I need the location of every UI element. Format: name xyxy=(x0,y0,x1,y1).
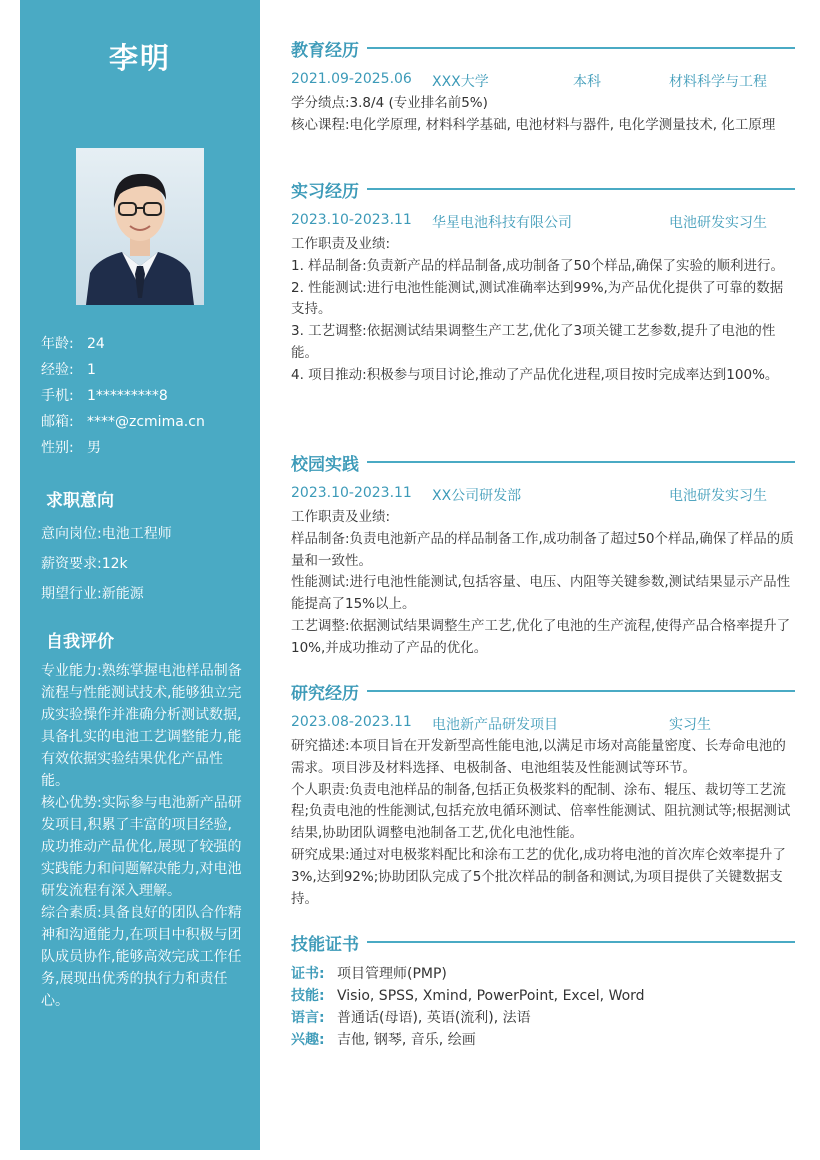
personal-info xyxy=(41,335,251,465)
info-email: 邮箱: ****@zcmima.cn xyxy=(41,414,205,430)
internship-line: 1. 样品制备:负责新产品的样品制备,成功制备了50个样品,确保了实验的顺利进行。 xyxy=(291,257,784,274)
section-divider xyxy=(367,188,795,190)
internship-meta xyxy=(291,212,795,234)
internship-line: 工作职责及业绩: xyxy=(291,236,391,252)
section-campus-header xyxy=(291,450,795,474)
intent-position: 意向岗位:电池工程师 xyxy=(41,526,172,542)
section-internship-header xyxy=(291,177,795,201)
intent-industry: 期望行业:新能源 xyxy=(41,586,144,602)
campus-details xyxy=(291,507,795,660)
internship-org: 华星电池科技有限公司 xyxy=(432,215,572,231)
portrait-image xyxy=(76,148,204,305)
info-gender: 性别: 男 xyxy=(41,440,101,456)
research-details xyxy=(291,736,795,910)
skill-language: 语言: 普通话(母语), 英语(流利), 法语 xyxy=(291,1010,531,1026)
campus-date: 2023.10-2023.11 xyxy=(291,485,412,501)
eval-quality: 综合素质:具备良好的团队合作精神和沟通能力,在项目中积极与团队成员协作,能够高效完成工作任务,展现出优秀的执行力和责任心。 xyxy=(41,905,242,1009)
section-education-header xyxy=(291,36,795,60)
section-research-header xyxy=(291,679,795,703)
education-date: 2021.09-2025.06 xyxy=(291,71,412,87)
candidate-name: 李明 xyxy=(108,41,171,75)
education-gpa: 学分绩点:3.8/4 (专业排名前5%) xyxy=(291,95,488,111)
section-divider xyxy=(367,47,795,49)
intent-salary: 薪资要求:12k xyxy=(41,556,128,572)
info-experience: 经验: 1 xyxy=(41,362,96,378)
sidebar xyxy=(20,0,260,1150)
self-eval xyxy=(41,660,243,1012)
education-meta xyxy=(291,71,795,93)
section-skills-header xyxy=(291,930,795,954)
internship-role: 电池研发实习生 xyxy=(669,215,767,231)
internship-line: 3. 工艺调整:依据测试结果调整生产工艺,优化了3项关键工艺参数,提升了电池的性能。 xyxy=(291,323,776,361)
research-line: 研究成果:通过对电极浆料配比和涂布工艺的优化,成功将电池的首次库仑效率提升了3%,达到92%;协助团队完成了5个批次样品的制备和测试,为项目提供了关键数据支持。 xyxy=(291,846,786,907)
job-intent-list xyxy=(41,524,241,614)
campus-org: XX公司研发部 xyxy=(432,488,522,504)
research-line: 研究描述:本项目旨在开发新型高性能电池,以满足市场对高能量密度、长寿命电池的需求。项目涉及材料选择、电极制备、电池组装及性能测试等环节。 xyxy=(291,738,786,776)
campus-line: 工艺调整:依据测试结果调整生产工艺,优化了电池的生产流程,使得产品合格率提升了10%,并成功推动了产品的优化。 xyxy=(291,617,791,656)
internship-line: 4. 项目推动:积极参与项目讨论,推动了产品优化进程,项目按时完成率达到100%。 xyxy=(291,366,779,383)
campus-line: 样品制备:负责电池新产品的样品制备工作,成功制备了超过50个样品,确保了样品的质量和一致性。 xyxy=(291,530,794,569)
research-date: 2023.08-2023.11 xyxy=(291,714,412,730)
internship-date: 2023.10-2023.11 xyxy=(291,212,412,228)
info-age: 年龄: 24 xyxy=(41,336,105,352)
research-line: 个人职责:负责电池样品的制备,包括正负极浆料的配制、涂布、辊压、裁切等工艺流程;负责电池的性能测试,包括充放电循环测试、倍率性能测试、阻抗测试等;根据测试结果,协助团队调整电池制备工艺,优化电池性能。 xyxy=(291,781,791,842)
section-title: 校园实践 xyxy=(291,454,359,475)
skill-certificate: 证书: 项目管理师(PMP) xyxy=(291,966,447,982)
section-title: 研究经历 xyxy=(291,683,359,704)
internship-details xyxy=(291,234,795,387)
internship-line: 2. 性能测试:进行电池性能测试,测试准确率达到99%,为产品优化提供了可靠的数据支持。 xyxy=(291,279,784,318)
research-role: 实习生 xyxy=(669,717,711,733)
eval-strength: 核心优势:实际参与电池新产品研发项目,积累了丰富的项目经验,成功推动产品优化,展现了较强的实践能力和问题解决能力,对电池研发流程有深入理解。 xyxy=(41,795,242,899)
info-phone: 手机: 1*********8 xyxy=(41,388,168,404)
section-divider xyxy=(367,941,795,943)
education-major: 材料科学与工程 xyxy=(669,74,767,90)
research-project: 电池新产品研发项目 xyxy=(432,717,558,733)
education-school: XXX大学 xyxy=(432,74,489,90)
section-title: 教育经历 xyxy=(291,40,359,61)
eval-professional: 专业能力:熟练掌握电池样品制备流程与性能测试技术,能够独立完成实验操作并准确分析测试数据,具备扎实的电池工艺调整能力,能有效依据实验结果优化产品性能。 xyxy=(41,663,242,789)
section-divider xyxy=(367,461,795,463)
skill-hobbies: 兴趣: 吉他, 钢琴, 音乐, 绘画 xyxy=(291,1032,476,1048)
section-title: 技能证书 xyxy=(291,934,359,955)
section-divider xyxy=(367,690,795,692)
education-courses: 核心课程:电化学原理, 材料科学基础, 电池材料与器件, 电化学测量技术, 化工原理 xyxy=(291,116,776,133)
campus-role: 电池研发实习生 xyxy=(669,488,767,504)
profile-photo xyxy=(76,148,204,305)
research-meta xyxy=(291,714,795,736)
job-intent-title: 求职意向 xyxy=(46,491,114,511)
campus-meta xyxy=(291,485,795,507)
education-degree: 本科 xyxy=(573,74,601,90)
education-details xyxy=(291,93,795,137)
campus-line: 性能测试:进行电池性能测试,包括容量、电压、内阻等关键参数,测试结果显示产品性能提高了15%以上。 xyxy=(291,574,791,613)
self-eval-title: 自我评价 xyxy=(46,632,114,652)
section-title: 实习经历 xyxy=(291,181,359,202)
skill-tools: 技能: Visio, SPSS, Xmind, PowerPoint, Excel, Word xyxy=(291,988,645,1004)
campus-line: 工作职责及业绩: xyxy=(291,509,391,525)
